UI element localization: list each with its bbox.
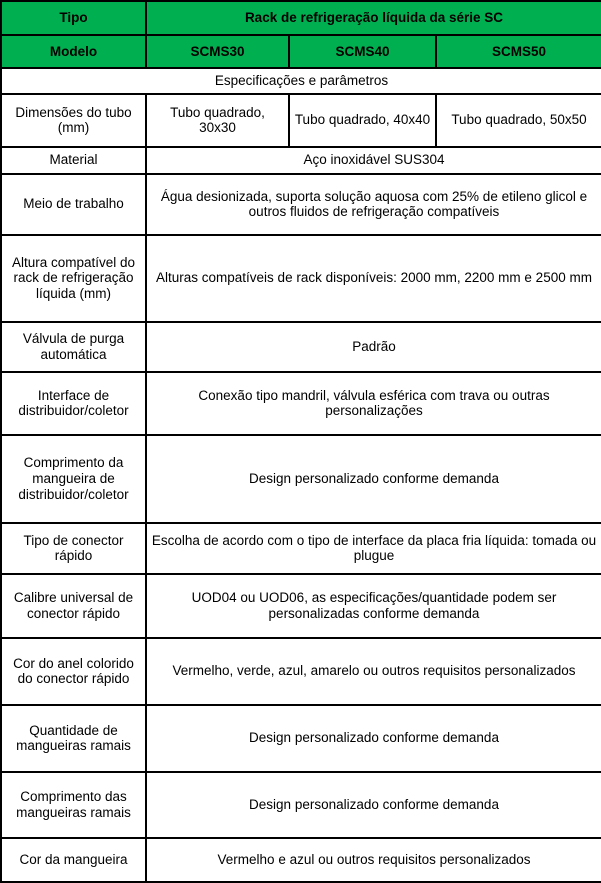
row-value-manifold-interface: Conexão tipo mandril, válvula esférica com trava ou outras personalizações: [146, 372, 601, 435]
header-model-scms50: SCMS50: [436, 35, 601, 68]
row-label-manifold-interface: Interface de distribuidor/coletor: [1, 372, 146, 435]
row-label-tube-dimensions: Dimensões do tubo (mm): [1, 94, 146, 147]
row-label-hose-color: Cor da mangueira: [1, 838, 146, 882]
header-type-value: Rack de refrigeração líquida da série SC: [146, 1, 601, 35]
row-value-branch-hose-length: Design personalizado conforme demanda: [146, 772, 601, 838]
table-row: [1, 838, 601, 882]
row-value-tube-30: Tubo quadrado, 30x30: [146, 94, 289, 147]
row-label-branch-hose-quantity: Quantidade de mangueiras ramais: [1, 705, 146, 772]
row-value-working-medium: Água desionizada, suporta solução aquosa com 25% de etileno glicol e outros fluidos de refrigeração compatíveis: [146, 174, 601, 235]
row-value-tube-40: Tubo quadrado, 40x40: [289, 94, 436, 147]
row-value-connector-ring-color: Vermelho, verde, azul, amarelo ou outros requisitos personalizados: [146, 638, 601, 705]
row-label-rack-height: Altura compatível do rack de refrigeração líquida (mm): [1, 235, 146, 322]
row-value-rack-height: Alturas compatíveis de rack disponíveis: 2000 mm, 2200 mm e 2500 mm: [146, 235, 601, 322]
header-type-label: Tipo: [1, 1, 146, 35]
row-label-manifold-hose-length: Comprimento da mangueira de distribuidor/coletor: [1, 435, 146, 523]
row-label-purge-valve: Válvula de purga automática: [1, 322, 146, 372]
row-label-branch-hose-length: Comprimento das mangueiras ramais: [1, 772, 146, 838]
table-row: [1, 94, 601, 147]
table-row: [1, 174, 601, 235]
table-row: [1, 147, 601, 174]
table-row: [1, 322, 601, 372]
row-label-quick-connector-gauge: Calibre universal de conector rápido: [1, 574, 146, 638]
table-row: [1, 574, 601, 638]
row-value-quick-connector-type: Escolha de acordo com o tipo de interface da placa fria líquida: tomada ou plugue: [146, 523, 601, 574]
row-value-tube-50: Tubo quadrado, 50x50: [436, 94, 601, 147]
header-model-scms30: SCMS30: [146, 35, 289, 68]
table-row: [1, 638, 601, 705]
table-row-type: [1, 1, 601, 35]
table-row: [1, 772, 601, 838]
table-row-model: [1, 35, 601, 68]
table-row-section-title: [1, 68, 601, 94]
row-label-working-medium: Meio de trabalho: [1, 174, 146, 235]
row-value-purge-valve: Padrão: [146, 322, 601, 372]
table-row: [1, 705, 601, 772]
row-label-quick-connector-type: Tipo de conector rápido: [1, 523, 146, 574]
table-row: [1, 523, 601, 574]
row-value-quick-connector-gauge: UOD04 ou UOD06, as especificações/quantidade podem ser personalizadas conforme demanda: [146, 574, 601, 638]
section-title: Especificações e parâmetros: [1, 68, 601, 94]
row-label-connector-ring-color: Cor do anel colorido do conector rápido: [1, 638, 146, 705]
header-model-label: Modelo: [1, 35, 146, 68]
header-model-scms40: SCMS40: [289, 35, 436, 68]
row-value-manifold-hose-length: Design personalizado conforme demanda: [146, 435, 601, 523]
table-row: [1, 372, 601, 435]
row-value-hose-color: Vermelho e azul ou outros requisitos personalizados: [146, 838, 601, 882]
row-label-material: Material: [1, 147, 146, 174]
table-row: [1, 435, 601, 523]
table-row: [1, 235, 601, 322]
row-value-material: Aço inoxidável SUS304: [146, 147, 601, 174]
row-value-branch-hose-quantity: Design personalizado conforme demanda: [146, 705, 601, 772]
